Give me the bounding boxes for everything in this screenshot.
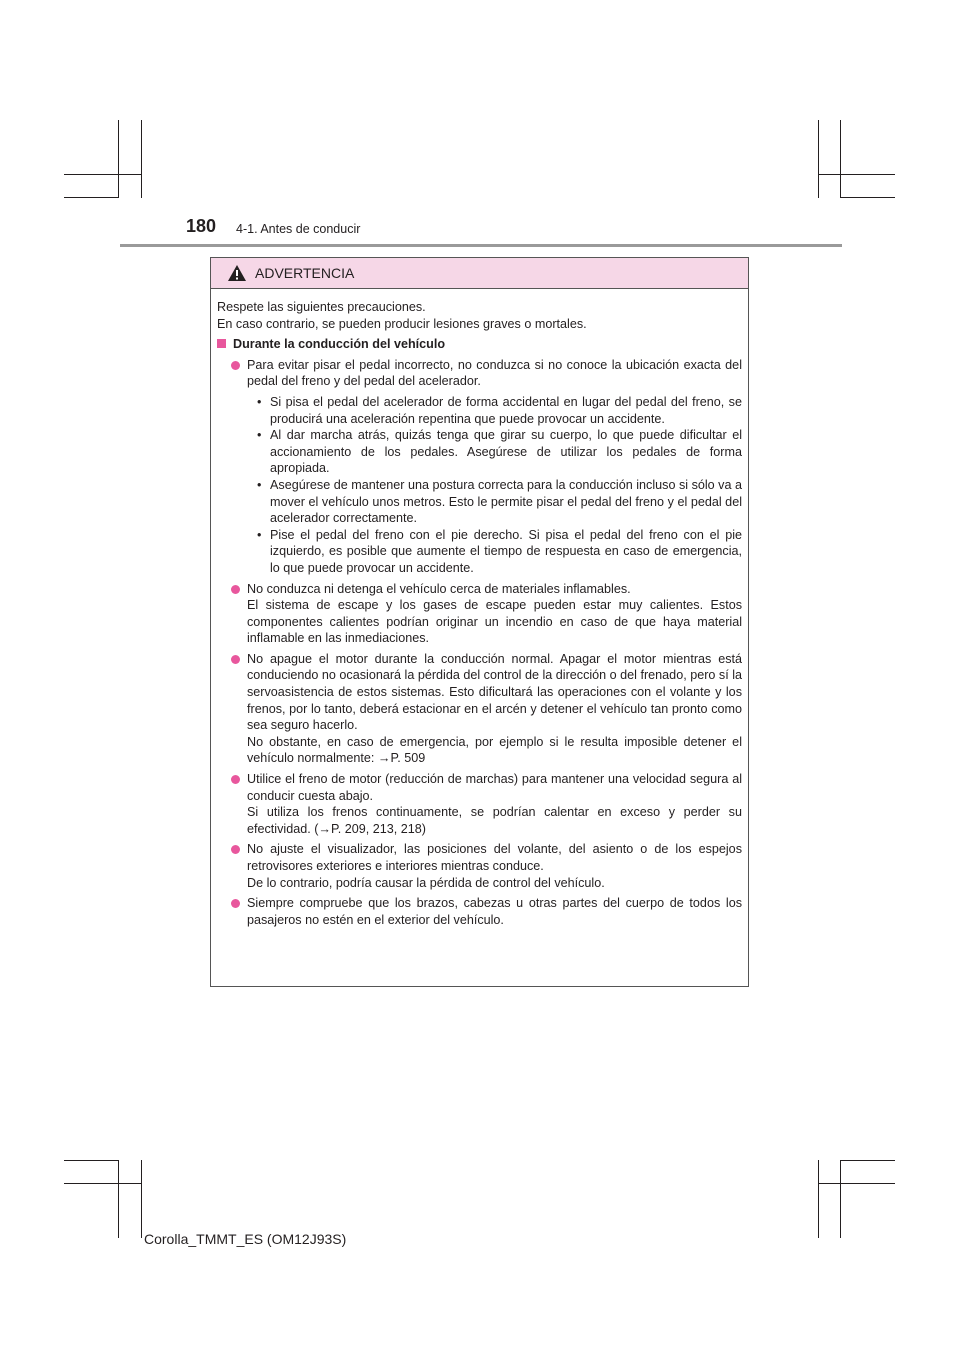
sub-marker: •	[257, 527, 262, 542]
bullet-dot-icon	[231, 585, 240, 594]
bullet-item	[217, 771, 742, 837]
crop-mark	[64, 174, 141, 175]
bullet-item	[217, 841, 742, 891]
sub-marker: •	[257, 428, 262, 443]
crop-mark	[840, 197, 895, 198]
bullet-text: No conduzca ni detenga el vehículo cerca de materiales inflamables.	[247, 581, 631, 596]
crop-mark	[840, 1160, 841, 1238]
sub-list-item	[217, 427, 742, 477]
sub-item-text: Asegúrese de mantener una postura correcta para la conducción incluso si sólo va a mover el vehículo unos metros. Esto le permite pisar el pedal del freno y el pedal del acelerador correctamente.	[270, 477, 742, 526]
intro-line: En caso contrario, se pueden producir lesiones graves o mortales.	[217, 316, 587, 331]
crop-mark	[818, 174, 895, 175]
sub-marker: •	[257, 394, 262, 409]
crop-mark	[141, 1160, 142, 1238]
header-divider	[120, 244, 842, 247]
bullet-text: Utilice el freno de motor (reducción de marchas) para mantener una velocidad segura al conducir cuesta abajo.	[247, 772, 742, 803]
sub-list	[217, 394, 742, 577]
crop-mark	[818, 1160, 819, 1238]
warning-title: ADVERTENCIA	[255, 265, 355, 281]
page-number: 180	[186, 216, 217, 236]
sub-marker: •	[257, 477, 262, 492]
bullet-dot-icon	[231, 845, 240, 854]
crop-mark	[118, 1160, 119, 1238]
bullet-item	[217, 581, 742, 647]
crop-mark	[64, 197, 118, 198]
bullet-dot-icon	[231, 775, 240, 784]
subheading	[217, 336, 742, 353]
bullet-text: No ajuste el visualizador, las posiciones del volante, del asiento o de los espejos retrovisores exteriores e interiores mientras conduce.	[247, 842, 742, 873]
subheading-text: Durante la conducción del vehículo	[233, 337, 446, 352]
bullet-text: No obstante, en caso de emergencia, por ejemplo si le resulta imposible detener el vehículo normalmente: →P. 509	[247, 734, 742, 766]
sub-item-text: Pise el pedal del freno con el pie derecho. Si pisa el pedal del freno con el pie izquierdo, es posible que aumente el tiempo de respuesta en caso de emergencia, lo que puede provocar un accidente.	[270, 527, 742, 575]
crop-mark	[840, 120, 841, 198]
sub-item-text: Al dar marcha atrás, quizás tenga que girar su cuerpo, lo que puede dificultar el accionamiento de los pedales. Asegúrese de utilizar los pedales de forma apropiada.	[270, 428, 742, 476]
bullet-text: Siempre compruebe que los brazos, cabezas u otras partes del cuerpo de todos los pasajeros no estén en el exterior del vehículo.	[247, 896, 742, 927]
bullet-text: Para evitar pisar el pedal incorrecto, no conduzca si no conoce la ubicación exacta del pedal del freno y del pedal del acelerador.	[247, 357, 742, 389]
intro-line: Respete las siguientes precauciones.	[217, 300, 426, 314]
crop-mark	[818, 1183, 895, 1184]
warning-triangle-icon	[227, 264, 247, 282]
crop-mark	[64, 1160, 118, 1161]
warning-header	[211, 258, 748, 289]
bullet-text: No apague el motor durante la conducción normal. Apagar el motor mientras está conduciendo no ocasionará la pérdida del control de la dirección o del frenado, pero sí la servoasistencia de estos sistemas. Esto dificultará las operaciones con el volante y los frenos, por lo tanto, deberá estacionar en el arcén y detener el vehículo tan pronto como sea seguro hacerlo.	[247, 651, 742, 733]
sub-list-item	[217, 527, 742, 577]
bullet-dot-icon	[231, 361, 240, 370]
warning-body	[211, 289, 748, 928]
square-bullet-icon	[217, 339, 226, 348]
sub-list-item	[217, 394, 742, 427]
sub-item-text: Si pisa el pedal del acelerador de forma accidental en lugar del pedal del freno, se producirá una aceleración repentina que puede provocar un accidente.	[270, 394, 742, 426]
bullet-dot-icon	[231, 899, 240, 908]
crop-mark	[118, 120, 119, 198]
bullet-dot-icon	[231, 655, 240, 664]
section-title: 4-1. Antes de conducir	[236, 222, 361, 236]
bullet-text: De lo contrario, podría causar la pérdida de control del vehículo.	[247, 875, 605, 890]
bullet-item	[217, 651, 742, 767]
sub-list-item	[217, 477, 742, 527]
bullet-item	[217, 357, 742, 577]
crop-mark	[64, 1183, 141, 1184]
crop-mark	[840, 1160, 895, 1161]
warning-intro	[217, 299, 742, 332]
warning-box	[210, 257, 749, 987]
crop-mark	[818, 120, 819, 198]
document-id: Corolla_TMMT_ES (OM12J93S)	[144, 1231, 347, 1247]
crop-mark	[141, 120, 142, 198]
bullet-text: Si utiliza los frenos continuamente, se podrían calentar en exceso y perder su efectividad. (→P. 209, 213, 218)	[247, 805, 742, 836]
bullet-text: El sistema de escape y los gases de escape pueden estar muy calientes. Estos componentes calientes podrían originar un incendio en caso de que haya material inflamable en las inmediaciones.	[247, 598, 742, 646]
bullet-item	[217, 895, 742, 928]
